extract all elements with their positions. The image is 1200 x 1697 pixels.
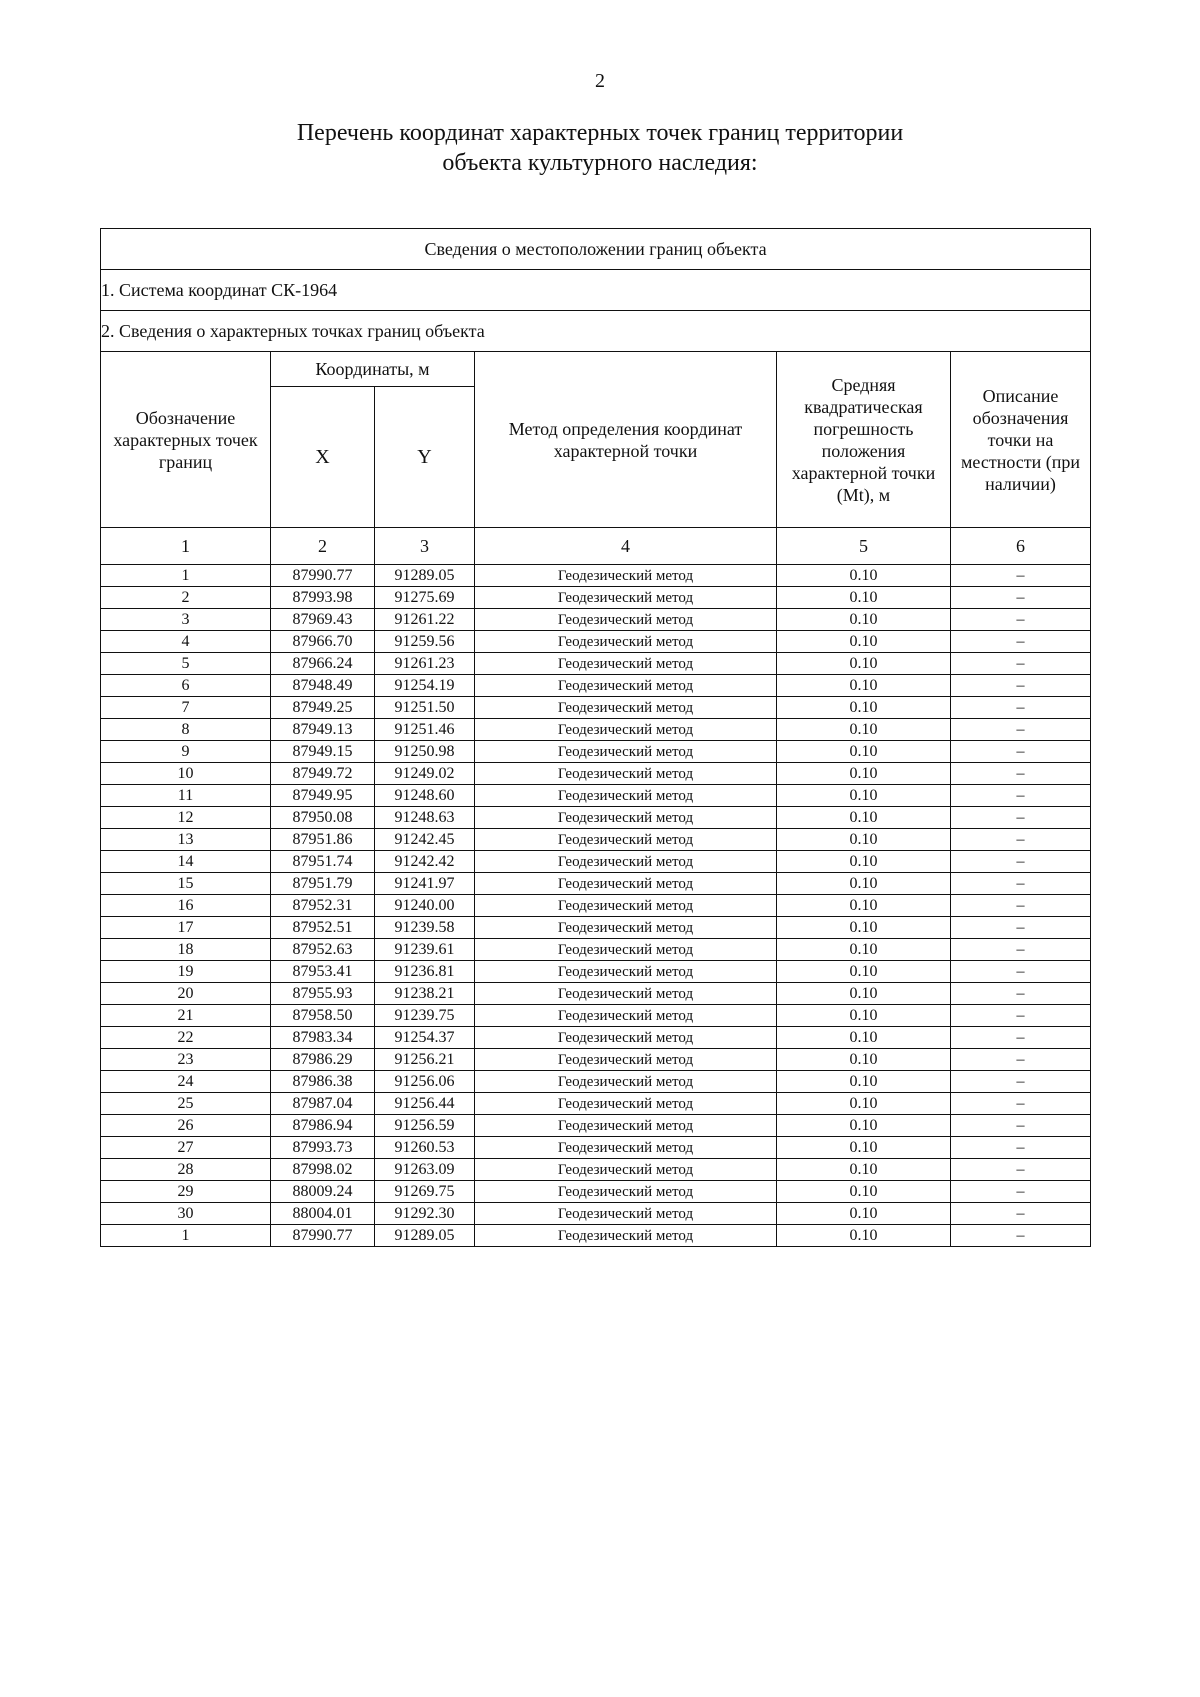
table-row <box>101 939 1091 961</box>
table-row <box>101 565 1091 587</box>
error-value: 0.10 <box>777 587 951 609</box>
error-value: 0.10 <box>777 895 951 917</box>
error-value: 0.10 <box>777 1049 951 1071</box>
coord-x: 87993.98 <box>271 587 375 609</box>
coord-x: 87966.70 <box>271 631 375 653</box>
coord-y: 91263.09 <box>375 1159 475 1181</box>
method: Геодезический метод <box>475 631 777 653</box>
description: – <box>951 1137 1091 1159</box>
point-number: 7 <box>101 697 271 719</box>
coord-x: 87990.77 <box>271 565 375 587</box>
table-row <box>101 1027 1091 1049</box>
method: Геодезический метод <box>475 939 777 961</box>
coord-x: 87952.31 <box>271 895 375 917</box>
point-number: 20 <box>101 983 271 1005</box>
coord-x: 87949.72 <box>271 763 375 785</box>
point-number: 16 <box>101 895 271 917</box>
method: Геодезический метод <box>475 807 777 829</box>
coord-x: 88004.01 <box>271 1203 375 1225</box>
description: – <box>951 1049 1091 1071</box>
point-number: 18 <box>101 939 271 961</box>
description: – <box>951 829 1091 851</box>
table-row <box>101 807 1091 829</box>
table-row <box>101 587 1091 609</box>
point-number: 15 <box>101 873 271 895</box>
table-row <box>101 983 1091 1005</box>
method: Геодезический метод <box>475 829 777 851</box>
coord-x: 87949.25 <box>271 697 375 719</box>
coord-y: 91269.75 <box>375 1181 475 1203</box>
point-number: 30 <box>101 1203 271 1225</box>
description: – <box>951 675 1091 697</box>
point-number: 22 <box>101 1027 271 1049</box>
table-row <box>101 1181 1091 1203</box>
method: Геодезический метод <box>475 983 777 1005</box>
coord-y: 91242.45 <box>375 829 475 851</box>
coord-x: 87951.79 <box>271 873 375 895</box>
coord-x: 87951.86 <box>271 829 375 851</box>
error-value: 0.10 <box>777 785 951 807</box>
error-value: 0.10 <box>777 719 951 741</box>
point-number: 26 <box>101 1115 271 1137</box>
table-row <box>101 917 1091 939</box>
point-number: 4 <box>101 631 271 653</box>
coord-y: 91261.22 <box>375 609 475 631</box>
error-value: 0.10 <box>777 983 951 1005</box>
coord-x: 87952.51 <box>271 917 375 939</box>
point-number: 10 <box>101 763 271 785</box>
coord-y: 91254.37 <box>375 1027 475 1049</box>
coord-x: 87958.50 <box>271 1005 375 1027</box>
method: Геодезический метод <box>475 763 777 785</box>
coord-y: 91254.19 <box>375 675 475 697</box>
error-value: 0.10 <box>777 851 951 873</box>
document-title <box>0 118 1200 178</box>
method: Геодезический метод <box>475 1049 777 1071</box>
error-value: 0.10 <box>777 631 951 653</box>
coord-y: 91259.56 <box>375 631 475 653</box>
method: Геодезический метод <box>475 719 777 741</box>
table-row <box>101 1137 1091 1159</box>
table-row <box>101 1203 1091 1225</box>
description: – <box>951 939 1091 961</box>
error-value: 0.10 <box>777 1137 951 1159</box>
coordinates-table <box>100 228 1091 1247</box>
table-row <box>101 1115 1091 1137</box>
coord-y: 91251.50 <box>375 697 475 719</box>
error-value: 0.10 <box>777 873 951 895</box>
table-row <box>101 653 1091 675</box>
description: – <box>951 719 1091 741</box>
coord-x: 87986.29 <box>271 1049 375 1071</box>
coordinate-system: 1. Система координат СК-1964 <box>101 270 1091 311</box>
description: – <box>951 763 1091 785</box>
column-number: 3 <box>375 528 475 565</box>
coord-x: 88009.24 <box>271 1181 375 1203</box>
method: Геодезический метод <box>475 609 777 631</box>
points-section-header: 2. Сведения о характерных точках границ объекта <box>101 311 1091 352</box>
table-row <box>101 631 1091 653</box>
table-row <box>101 719 1091 741</box>
method: Геодезический метод <box>475 961 777 983</box>
error-value: 0.10 <box>777 807 951 829</box>
method: Геодезический метод <box>475 675 777 697</box>
coord-y: 91249.02 <box>375 763 475 785</box>
description: – <box>951 1203 1091 1225</box>
coord-y: 91239.61 <box>375 939 475 961</box>
method: Геодезический метод <box>475 851 777 873</box>
point-number: 24 <box>101 1071 271 1093</box>
table-row <box>101 697 1091 719</box>
description: – <box>951 741 1091 763</box>
table-row <box>101 785 1091 807</box>
error-value: 0.10 <box>777 1159 951 1181</box>
method: Геодезический метод <box>475 1071 777 1093</box>
point-number: 29 <box>101 1181 271 1203</box>
method: Геодезический метод <box>475 1093 777 1115</box>
method: Геодезический метод <box>475 653 777 675</box>
table-row <box>101 851 1091 873</box>
table-row <box>101 1225 1091 1247</box>
coord-x: 87949.95 <box>271 785 375 807</box>
description: – <box>951 917 1091 939</box>
point-number: 6 <box>101 675 271 697</box>
table-row <box>101 1159 1091 1181</box>
description: – <box>951 609 1091 631</box>
table-row <box>101 741 1091 763</box>
coord-x: 87951.74 <box>271 851 375 873</box>
coord-x: 87990.77 <box>271 1225 375 1247</box>
col-header-coordinates: Координаты, м <box>271 352 475 387</box>
error-value: 0.10 <box>777 1005 951 1027</box>
description: – <box>951 1093 1091 1115</box>
method: Геодезический метод <box>475 1181 777 1203</box>
description: – <box>951 785 1091 807</box>
point-number: 3 <box>101 609 271 631</box>
document-title-line-1: Перечень координат характерных точек границ территории <box>296 120 904 146</box>
coord-y: 91248.63 <box>375 807 475 829</box>
col-header-error: Средняя квадратическая погрешность положения характерной точки (Mt), м <box>777 352 951 528</box>
description: – <box>951 1027 1091 1049</box>
error-value: 0.10 <box>777 1225 951 1247</box>
coord-y: 91289.05 <box>375 1225 475 1247</box>
coord-x: 87993.73 <box>271 1137 375 1159</box>
table-row <box>101 829 1091 851</box>
coord-x: 87949.15 <box>271 741 375 763</box>
table-row <box>101 1049 1091 1071</box>
coord-y: 91292.30 <box>375 1203 475 1225</box>
coord-x: 87953.41 <box>271 961 375 983</box>
method: Геодезический метод <box>475 785 777 807</box>
point-number: 21 <box>101 1005 271 1027</box>
column-number: 4 <box>475 528 777 565</box>
description: – <box>951 653 1091 675</box>
coord-x: 87949.13 <box>271 719 375 741</box>
description: – <box>951 697 1091 719</box>
coord-y: 91236.81 <box>375 961 475 983</box>
coord-y: 91238.21 <box>375 983 475 1005</box>
method: Геодезический метод <box>475 741 777 763</box>
point-number: 23 <box>101 1049 271 1071</box>
coord-x: 87950.08 <box>271 807 375 829</box>
error-value: 0.10 <box>777 939 951 961</box>
coord-x: 87986.38 <box>271 1071 375 1093</box>
coord-y: 91248.60 <box>375 785 475 807</box>
description: – <box>951 1115 1091 1137</box>
method: Геодезический метод <box>475 1115 777 1137</box>
description: – <box>951 631 1091 653</box>
table-row <box>101 1005 1091 1027</box>
description: – <box>951 895 1091 917</box>
coord-x: 87983.34 <box>271 1027 375 1049</box>
coord-y: 91256.06 <box>375 1071 475 1093</box>
description: – <box>951 1159 1091 1181</box>
description: – <box>951 1071 1091 1093</box>
point-number: 25 <box>101 1093 271 1115</box>
error-value: 0.10 <box>777 565 951 587</box>
col-header-y: Y <box>375 387 475 528</box>
coord-y: 91241.97 <box>375 873 475 895</box>
column-number: 6 <box>951 528 1091 565</box>
point-number: 5 <box>101 653 271 675</box>
method: Геодезический метод <box>475 1225 777 1247</box>
coord-y: 91260.53 <box>375 1137 475 1159</box>
error-value: 0.10 <box>777 675 951 697</box>
method: Геодезический метод <box>475 1203 777 1225</box>
description: – <box>951 983 1091 1005</box>
error-value: 0.10 <box>777 697 951 719</box>
column-numbers-row <box>101 528 1091 565</box>
description: – <box>951 1181 1091 1203</box>
col-header-x: X <box>271 387 375 528</box>
error-value: 0.10 <box>777 961 951 983</box>
coord-y: 91256.59 <box>375 1115 475 1137</box>
table-row <box>101 1093 1091 1115</box>
coord-y: 91256.44 <box>375 1093 475 1115</box>
description: – <box>951 1005 1091 1027</box>
coord-x: 87952.63 <box>271 939 375 961</box>
coord-y: 91289.05 <box>375 565 475 587</box>
coord-x: 87969.43 <box>271 609 375 631</box>
point-number: 2 <box>101 587 271 609</box>
point-number: 12 <box>101 807 271 829</box>
table-row <box>101 873 1091 895</box>
error-value: 0.10 <box>777 917 951 939</box>
method: Геодезический метод <box>475 565 777 587</box>
description: – <box>951 1225 1091 1247</box>
error-value: 0.10 <box>777 763 951 785</box>
description: – <box>951 807 1091 829</box>
document-title-line-2: объекта культурного наследия: <box>442 150 758 176</box>
point-number: 9 <box>101 741 271 763</box>
table-row <box>101 895 1091 917</box>
error-value: 0.10 <box>777 1027 951 1049</box>
point-number: 17 <box>101 917 271 939</box>
error-value: 0.10 <box>777 741 951 763</box>
point-number: 8 <box>101 719 271 741</box>
page-number: 2 <box>595 70 605 92</box>
description: – <box>951 565 1091 587</box>
description: – <box>951 851 1091 873</box>
coord-y: 91275.69 <box>375 587 475 609</box>
description: – <box>951 961 1091 983</box>
coord-y: 91239.75 <box>375 1005 475 1027</box>
error-value: 0.10 <box>777 1071 951 1093</box>
coord-x: 87998.02 <box>271 1159 375 1181</box>
method: Геодезический метод <box>475 895 777 917</box>
col-header-designation: Обозначение характерных точек границ <box>101 352 271 528</box>
column-number: 1 <box>101 528 271 565</box>
point-number: 14 <box>101 851 271 873</box>
method: Геодезический метод <box>475 1137 777 1159</box>
coord-x: 87948.49 <box>271 675 375 697</box>
error-value: 0.10 <box>777 829 951 851</box>
method: Геодезический метод <box>475 873 777 895</box>
point-number: 11 <box>101 785 271 807</box>
method: Геодезический метод <box>475 1159 777 1181</box>
method: Геодезический метод <box>475 1027 777 1049</box>
error-value: 0.10 <box>777 1115 951 1137</box>
col-header-method: Метод определения координат характерной точки <box>475 352 777 528</box>
point-number: 28 <box>101 1159 271 1181</box>
coord-y: 91251.46 <box>375 719 475 741</box>
coord-x: 87987.04 <box>271 1093 375 1115</box>
table-row <box>101 675 1091 697</box>
column-number: 5 <box>777 528 951 565</box>
coord-y: 91250.98 <box>375 741 475 763</box>
table-row <box>101 763 1091 785</box>
point-number: 19 <box>101 961 271 983</box>
error-value: 0.10 <box>777 1203 951 1225</box>
error-value: 0.10 <box>777 609 951 631</box>
coord-y: 91261.23 <box>375 653 475 675</box>
point-number: 1 <box>101 565 271 587</box>
error-value: 0.10 <box>777 1093 951 1115</box>
error-value: 0.10 <box>777 653 951 675</box>
table-row <box>101 609 1091 631</box>
coord-y: 91239.58 <box>375 917 475 939</box>
point-number: 1 <box>101 1225 271 1247</box>
coord-y: 91256.21 <box>375 1049 475 1071</box>
method: Геодезический метод <box>475 1005 777 1027</box>
description: – <box>951 873 1091 895</box>
point-number: 13 <box>101 829 271 851</box>
table-row <box>101 1071 1091 1093</box>
method: Геодезический метод <box>475 697 777 719</box>
coord-x: 87966.24 <box>271 653 375 675</box>
error-value: 0.10 <box>777 1181 951 1203</box>
table-row <box>101 961 1091 983</box>
column-number: 2 <box>271 528 375 565</box>
coord-y: 91240.00 <box>375 895 475 917</box>
coord-y: 91242.42 <box>375 851 475 873</box>
point-number: 27 <box>101 1137 271 1159</box>
method: Геодезический метод <box>475 587 777 609</box>
section-header: Сведения о местоположении границ объекта <box>101 229 1091 270</box>
coord-x: 87986.94 <box>271 1115 375 1137</box>
description: – <box>951 587 1091 609</box>
coord-x: 87955.93 <box>271 983 375 1005</box>
col-header-description: Описание обозначения точки на местности (при наличии) <box>951 352 1091 528</box>
method: Геодезический метод <box>475 917 777 939</box>
